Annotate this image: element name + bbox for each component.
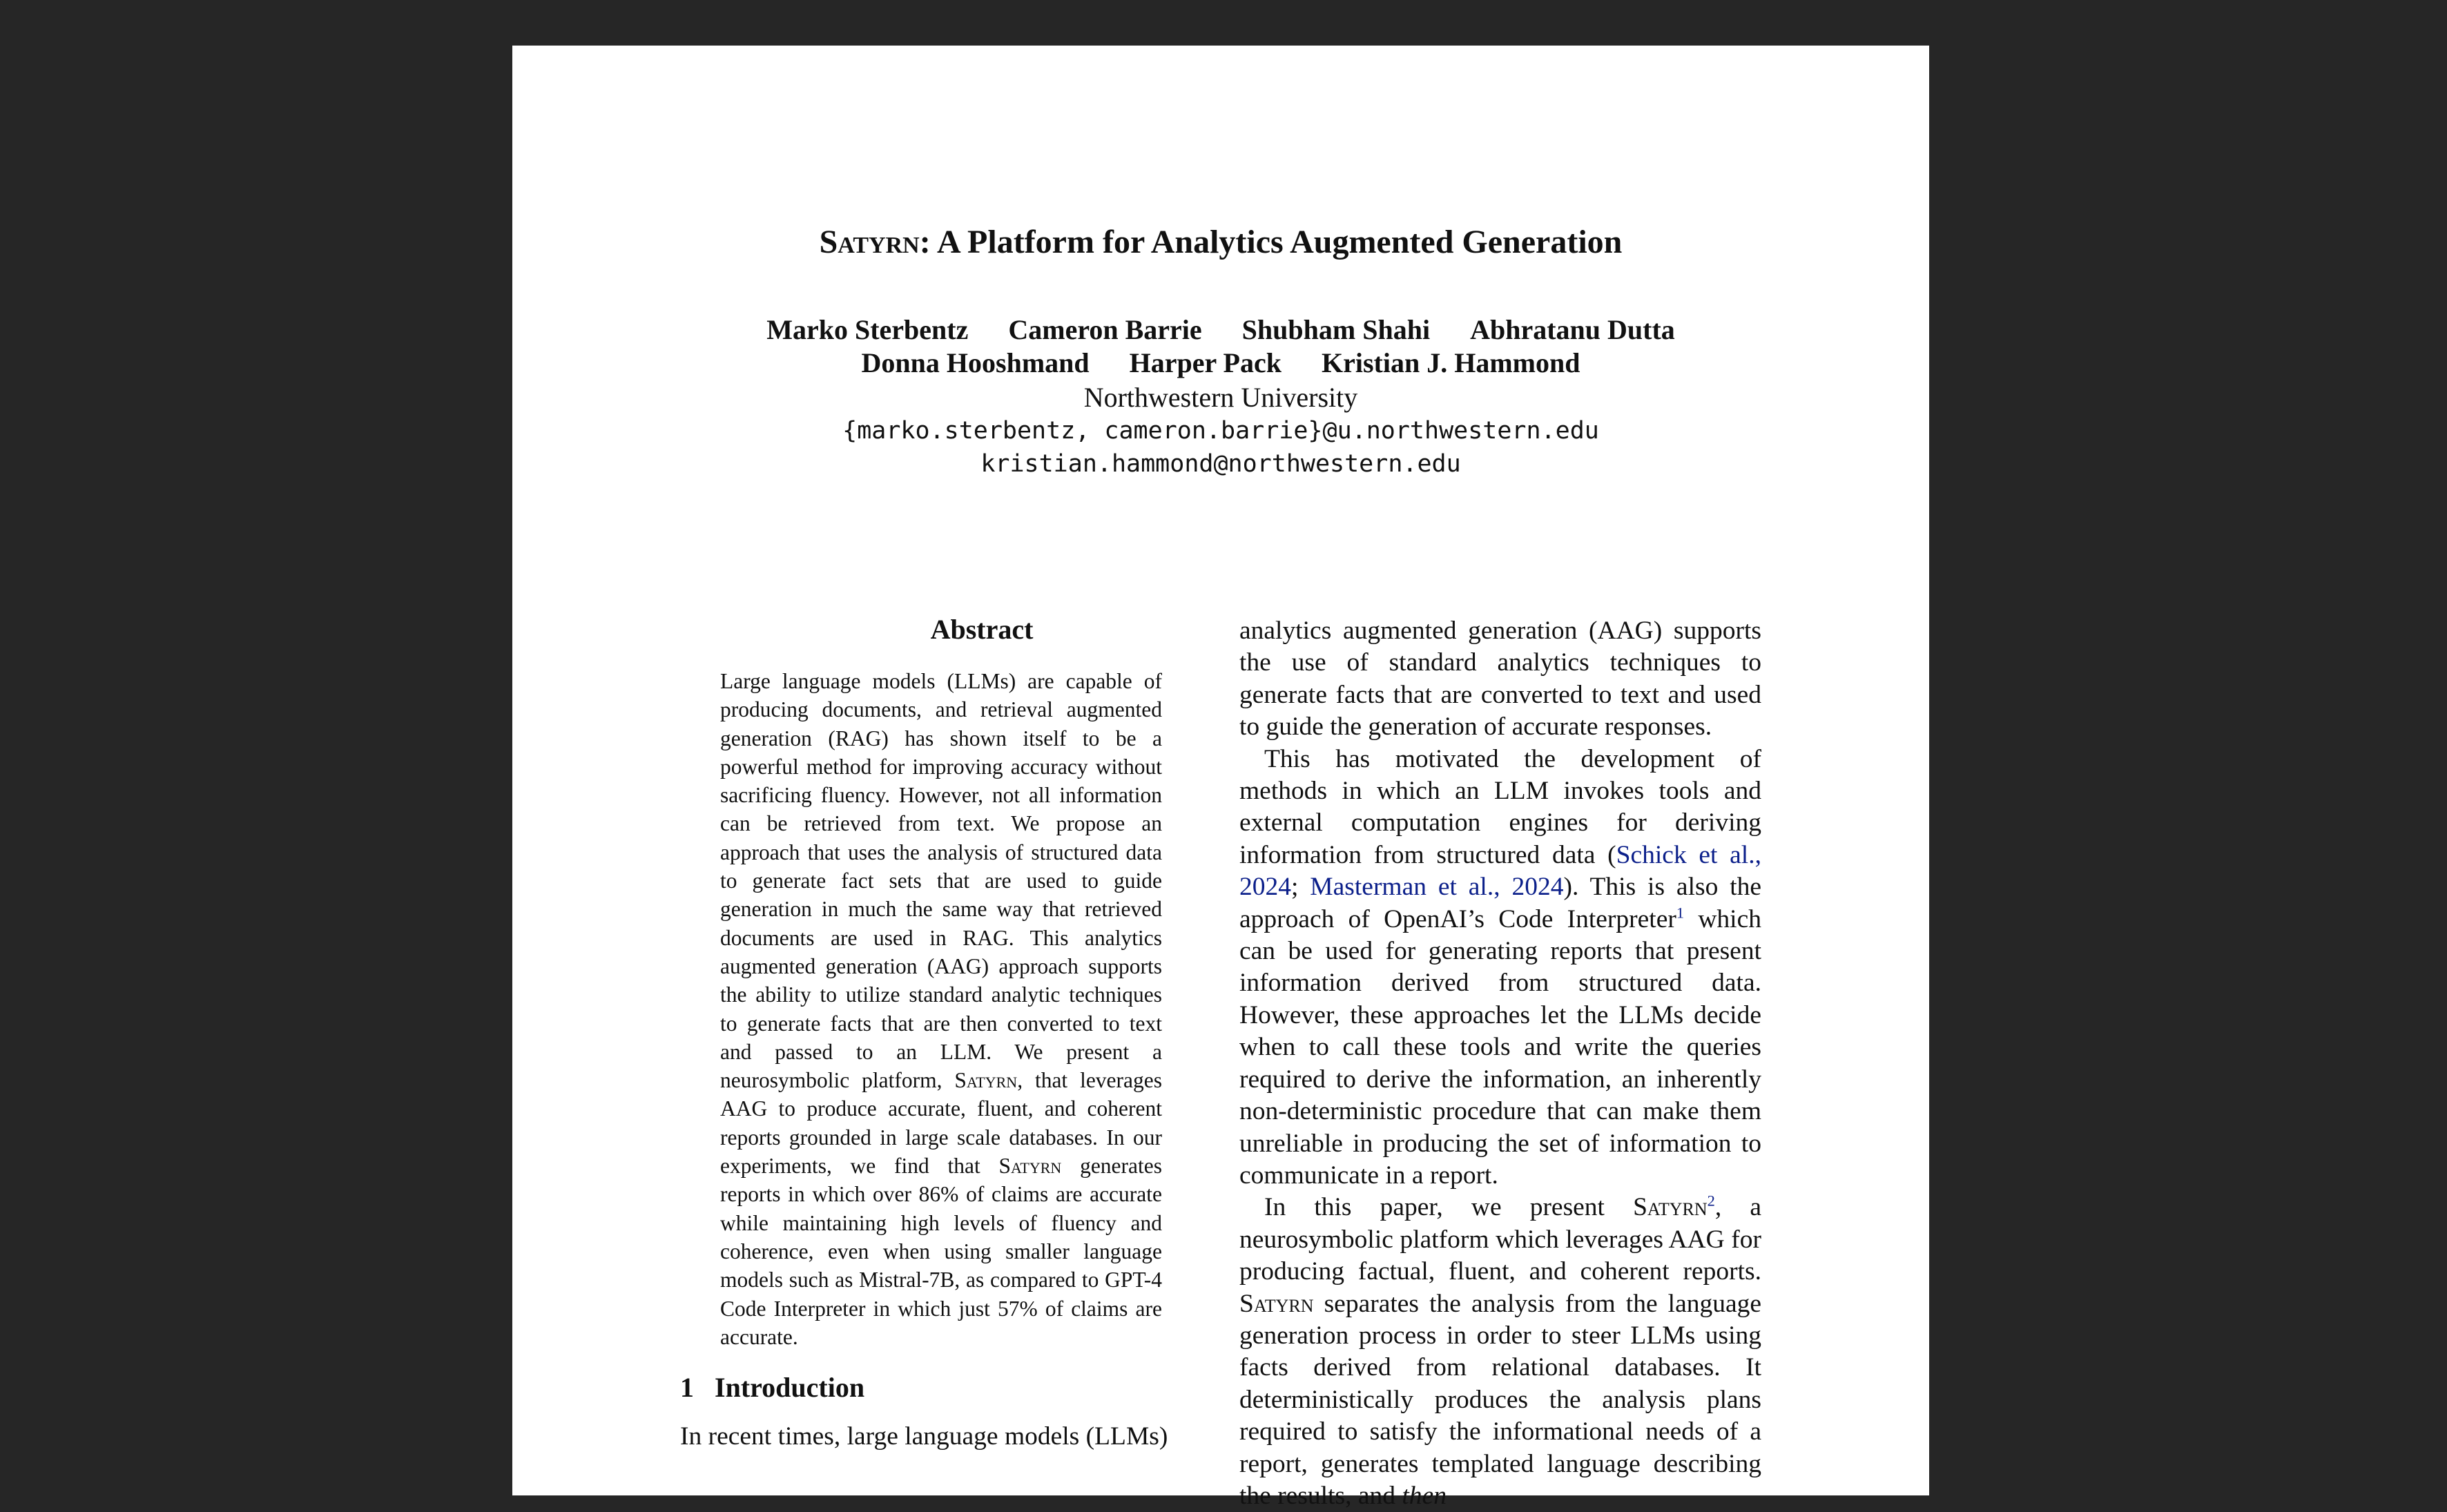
author: Kristian J. Hammond — [1321, 347, 1580, 378]
system-name: Satyrn — [1633, 1193, 1708, 1222]
right-column — [1239, 615, 1761, 1512]
author: Shubham Shahi — [1241, 314, 1431, 345]
citation-separator: ; — [1291, 873, 1310, 902]
section-title: Introduction — [715, 1372, 865, 1403]
section-heading-introduction — [680, 1371, 864, 1404]
author-emails-line2: kristian.hammond@northwestern.edu — [980, 450, 1461, 478]
author: Cameron Barrie — [1008, 314, 1202, 345]
system-name: Satyrn — [998, 1154, 1062, 1179]
paper-title — [512, 226, 1929, 259]
footnote-link[interactable]: 1 — [1676, 904, 1685, 922]
abstract-text: Large language models (LLMs) are capable of producing documents, and retrieval augmented generation (RAG) has shown itself to be a powerful method for improving accuracy without sacrificing fluency. However, not all information can be retrieved from text. We propose an approach that uses the analysis of structured data to generate fact sets that are used to guide generation in much the same way that retrieved documents are used in RAG. This analytics augmented generation (AAG) approach supports the ability to utilize standard analytic techniques to generate facts that are then converted to text and passed to an LLM. We present a neurosymbolic platform, — [720, 669, 1162, 1093]
abstract-text: generates reports in which over 86% of claims are accurate while maintaining high levels of fluency and coherence, even when using smaller language models such as Mistral-7B, as compared to GPT-4 Code Interpreter in which just 57% of claims are accurate. — [720, 1154, 1162, 1349]
title-system-name: Satyrn — [819, 224, 920, 260]
system-name: Satyrn — [954, 1068, 1018, 1093]
author: Marko Sterbentz — [766, 314, 969, 345]
title-text: : A Platform for Analytics Augmented Generation — [919, 224, 1623, 260]
author: Abhratanu Dutta — [1470, 314, 1675, 345]
paragraph — [1239, 1192, 1761, 1512]
section-number: 1 — [680, 1372, 694, 1403]
author-emails-line1: {marko.sterbentz, cameron.barrie}@u.northwestern.edu — [842, 417, 1599, 445]
paragraph-text: ). This is also the approach of OpenAI’s Code Interpreter — [1239, 873, 1762, 933]
abstract-heading: Abstract — [930, 614, 1034, 645]
emphasis: then — [1402, 1481, 1447, 1510]
paragraph-text: In this paper, we present — [1264, 1193, 1634, 1222]
system-name: Satyrn — [1239, 1289, 1314, 1318]
paragraph-text: which can be used for generating reports that present information derived from structured data. However, these approaches let the LLMs decide when to call these tools and write the queries required to derive the information, an inherently non-deterministic procedure that can make them unreliable in producing the set of information to communicate in a report. — [1239, 904, 1761, 1190]
paragraph: analytics augmented generation (AAG) supports the use of standard analytics techniques to generate facts that are converted to text and used to guide the generation of accurate responses. — [1239, 617, 1761, 742]
paragraph-text: , a neurosymbolic platform which leverages AAG for producing factual, fluent, and coherent reports. — [1239, 1193, 1761, 1286]
abstract-text: , that leverages AAG to produce accurate, fluent, and coherent reports grounded in large scale databases. In our experiments, we find that — [720, 1068, 1162, 1179]
paper-page — [512, 46, 1929, 1510]
author-list — [512, 313, 1929, 380]
introduction-paragraph: In recent times, large language models (LLMs) — [680, 1422, 1168, 1451]
citation-link[interactable]: Masterman et al., 2024 — [1310, 873, 1564, 902]
paragraph — [1239, 744, 1761, 1192]
abstract-body — [720, 667, 1162, 1351]
paragraph-text: This has motivated the development of methods in which an LLM invokes tools and external computation engines for deriving information from structured data ( — [1239, 744, 1761, 869]
footnote-link[interactable]: 2 — [1707, 1192, 1715, 1210]
author: Donna Hooshmand — [861, 347, 1090, 378]
paragraph-text: separates the analysis from the language generation process in order to steer LLMs using facts derived from relational databases. It deterministically produces the analysis plans required to satisfy the informational needs of a report, generates templated language describing the results, and — [1239, 1289, 1761, 1510]
author: Harper Pack — [1129, 347, 1281, 378]
affiliation: Northwestern University — [1083, 382, 1358, 413]
citation-link[interactable]: Schick et al., 2024 — [1239, 840, 1761, 902]
